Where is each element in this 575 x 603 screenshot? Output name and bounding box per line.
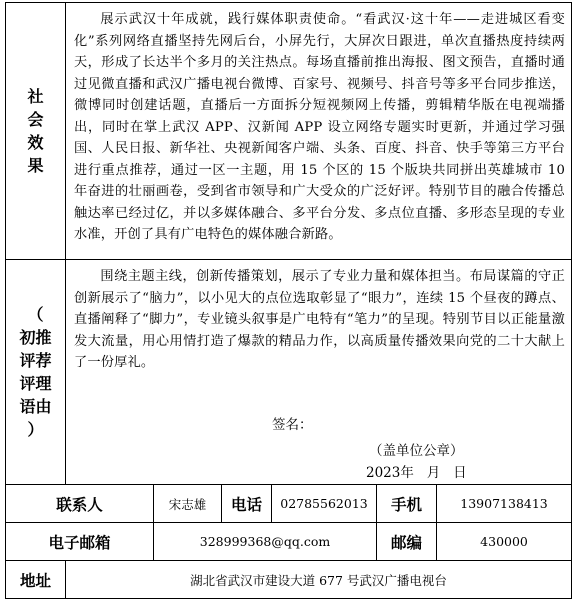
email-label: 电子邮箱: [6, 523, 154, 561]
recommendation-label-char: ）: [27, 420, 44, 439]
social-effect-text: 展示武汉十年成就，践行媒体职责使命。“看武汉·这十年——走进城区看变化”系列网络直播坚持先网后台，小屏先行，大屏次日跟进，单次直播热度持续两天，形成了长达半个多月的关注热点。每场直播前推出海报、图文预告，直播时通过见微直播和武汉广播电视台微博、百家号、视频号、抖音号等多平台同步推送，微博同时创建话题，直播后一方面拆分短视频网上传播，剪辑精华版在电视端播出，同时在掌上武汉 APP、汉新闻 APP 设立网络专题实时更新，并通过学习强国、人民日报、新华社、央视新闻客户端、头条、百度、抖音、快手等第三方平台进行重点推荐，通过一区一主题，用 15 个区的 15 个版块共同拼出英雄城市 10 年奋进的壮丽画卷，受到省市领导和广大受众的广泛好评。特别节目的融合传播总触达率已经过亿，并以多媒体融合、多平台分发、多点位直播、多形态呈现的专业水准，开创了具有广电特色的媒体融合新路。: [74, 12, 566, 242]
social-effect-label: [6, 3, 66, 260]
contact-row: [6, 485, 572, 523]
social-effect-label-char: 果: [27, 156, 44, 175]
recommendation-label: [6, 260, 66, 485]
date-text: 2023年 月 日: [366, 465, 467, 481]
zip-value: 430000: [437, 523, 572, 561]
address-label: 地址: [6, 561, 66, 599]
email-value: 328999368@qq.com: [154, 523, 377, 561]
email-row: [6, 523, 572, 561]
recommendation-text: 围绕主题主线，创新传播策划，展示了专业力量和媒体担当。布局谋篇的守正创新展示了“脑力”，以小见大的点位选取彰显了“眼力”，连续 15 个昼夜的蹲点、直播阐释了“脚力”，专业镜头叙事是广电特有“笔力”的呈现。特别节目以正能量激发大流量，用心用情打造了爆款的精品力作，以高质量传播效果向党的二十大献上了一份厚礼。: [74, 269, 566, 370]
signature-label: 签名：: [272, 417, 313, 433]
recommendation-row: [6, 260, 572, 485]
mobile-value: 13907138413: [437, 485, 572, 523]
address-row: [6, 561, 572, 599]
recommendation-label-char: 评理: [19, 374, 52, 393]
phone-label: 电话: [222, 485, 272, 523]
contact-name-value: 宋志雄: [154, 485, 222, 523]
recommendation-label-char: 评荐: [19, 351, 52, 370]
recommendation-content: [66, 260, 572, 485]
zip-label: 邮编: [377, 523, 437, 561]
social-effect-label-char: 社: [27, 87, 44, 106]
seal-label: （盖单位公章）: [369, 443, 464, 459]
social-effect-label-char: 效: [27, 133, 44, 152]
recommendation-label-char: 语由: [19, 397, 52, 416]
recommendation-label-char: （: [27, 305, 44, 324]
social-effect-content: [66, 3, 572, 260]
contact-label: 联系人: [6, 485, 154, 523]
recommendation-form-table: [5, 2, 572, 599]
social-effect-label-char: 会: [27, 110, 44, 129]
phone-value: 02785562013: [272, 485, 377, 523]
mobile-label: 手机: [377, 485, 437, 523]
recommendation-label-char: 初推: [19, 328, 52, 347]
address-value: 湖北省武汉市建设大道 677 号武汉广播电视台: [66, 561, 572, 599]
social-effect-row: [6, 3, 572, 260]
